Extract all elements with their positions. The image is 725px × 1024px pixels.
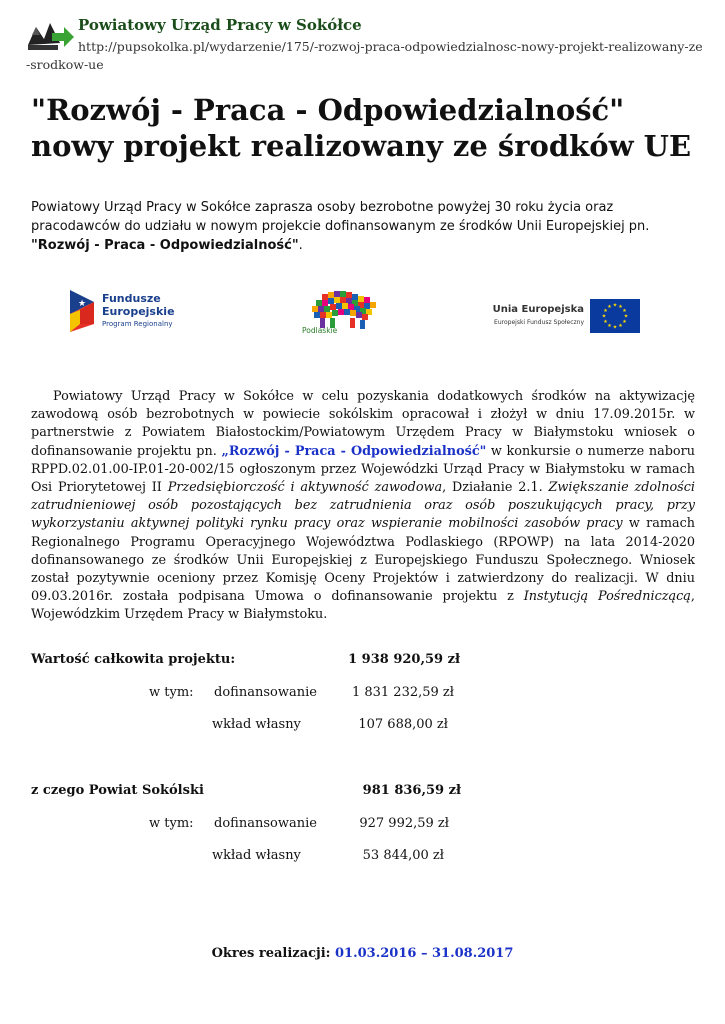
project-name-link[interactable]: „Rozwój - Praca - Odpowiedzialność" <box>221 443 487 459</box>
svg-text:★: ★ <box>607 304 612 310</box>
in-that-label: w tym: <box>149 685 194 700</box>
svg-text:★: ★ <box>618 323 623 329</box>
powiat-own-value: 53 844,00 zł <box>362 848 444 863</box>
eu-flag-icon <box>590 299 640 333</box>
intro-end: . <box>298 238 303 253</box>
total-value: 1 938 920,59 zł <box>348 652 460 667</box>
body-p3: , Działanie 2.1. <box>442 480 549 496</box>
body-p1: Powiatowy Urząd Pracy w Sokółce w celu pozyskania dodatkowych środków na aktywizację zawodową osób bezrobotnych w powiecie sokólskim opracował i złożył w dniu 17.09.2015r. w partnerstwie z Powiatem Białostockim/Powiatowym Urzędem Pracy w Białymstoku wniosek o dofinansowanie projektu pn. <box>31 389 695 459</box>
total-label: Wartość całkowita projektu: <box>31 652 236 667</box>
priority-axis: Przedsiębiorczość i aktywność zawodowa <box>167 480 443 496</box>
powiat-cofinancing-value: 927 992,59 zł <box>359 816 449 831</box>
cofinancing-label: dofinansowanie <box>214 685 317 700</box>
logos-strip <box>0 286 725 346</box>
ue-line2: Europejski Fundusz Społeczny <box>494 319 584 326</box>
body-p2: w konkursie o numerze naboru RPPD.02.01.00-IP.01-20-002/15 ogłoszonym przez Wojewódzki Urząd Pracy w Białymstoku w ramach Osi Priorytetowej II <box>31 443 695 496</box>
svg-text:★: ★ <box>618 304 623 310</box>
period-value: 01.03.2016 – 31.08.2017 <box>335 946 514 961</box>
svg-text:★: ★ <box>78 299 87 309</box>
powiat-value: 981 836,59 zł <box>362 783 461 798</box>
powiat-in-that-label: w tym: <box>149 816 194 831</box>
powiat-cofinancing-label: dofinansowanie <box>214 816 317 831</box>
svg-text:★: ★ <box>603 308 608 314</box>
powiat-label: z czego Powiat Sokólski <box>31 783 204 798</box>
intro-paragraph <box>31 198 699 255</box>
site-name[interactable]: Powiatowy Urząd Pracy w Sokółce <box>78 16 362 34</box>
svg-text:★: ★ <box>612 324 618 331</box>
page-url[interactable]: http://pupsokolka.pl/wydarzenie/175/-rozwoj-praca-odpowiedzialnosc-nowy-projekt-realizowany-ze-srodkow-ue <box>26 39 703 72</box>
intro-text: Powiatowy Urząd Pracy w Sokółce zaprasza osoby bezrobotne powyżej 30 roku życia oraz pracodawców do udziału w nowym projekcie dofinansowanym ze środków Unii Europejskiej pn. <box>31 200 650 234</box>
body-p5: , Wojewódzkim Urzędem Pracy w Białymstoku. <box>31 589 695 623</box>
svg-text:★: ★ <box>623 313 629 320</box>
cofinancing-value: 1 831 232,59 zł <box>351 685 454 700</box>
svg-text:★: ★ <box>622 319 627 325</box>
institution-name: Instytucją Pośredniczącą <box>523 589 691 605</box>
body-paragraph <box>31 388 695 625</box>
period-line <box>0 946 725 961</box>
svg-text:★: ★ <box>601 313 607 320</box>
ue-line1: Unia Europejska <box>492 304 584 315</box>
podlaskie-label: Podlaskie <box>302 326 338 335</box>
own-label: wkład własny <box>212 717 301 732</box>
svg-text:★: ★ <box>612 302 618 309</box>
svg-text:★: ★ <box>603 319 608 325</box>
measure-name: Zwiększanie zdolności zatrudnieniowej osób pozostających bez zatrudnienia oraz osób poszukujących pracy, przy wykorzystaniu aktywnej polityki rynku pracy oraz wspieranie mobilności zasobów pracy <box>31 480 695 532</box>
page-title: "Rozwój - Praca - Odpowiedzialność" nowy projekt realizowany ze środków UE <box>31 93 692 163</box>
svg-text:★: ★ <box>622 308 627 314</box>
fe-line3: Program Regionalny <box>102 320 173 328</box>
intro-project-name: "Rozwój - Praca - Odpowiedzialność" <box>31 238 299 253</box>
fe-line2: Europejskie <box>102 305 175 318</box>
fe-line1: Fundusze <box>102 292 161 305</box>
svg-text:★: ★ <box>607 323 612 329</box>
powiat-own-label: wkład własny <box>212 848 301 863</box>
own-value: 107 688,00 zł <box>358 717 448 732</box>
period-label: Okres realizacji: <box>211 946 331 961</box>
body-p4: w ramach Regionalnego Programu Operacyjnego Województwa Podlaskiego (RPOWP) na lata 2014-2020 dofinansowanego ze środków Unii Europejskiej z Europejskiego Funduszu Społecznego. Wniosek został pozytywnie oceniony przez Komisję Oceny Projektów i zatwierdzony do realizacji. W dniu 09.03.2016r. została podpisana Umowa o dofinansowanie projektu z <box>31 516 695 605</box>
fundusze-europejskie-logo-icon <box>70 290 96 332</box>
